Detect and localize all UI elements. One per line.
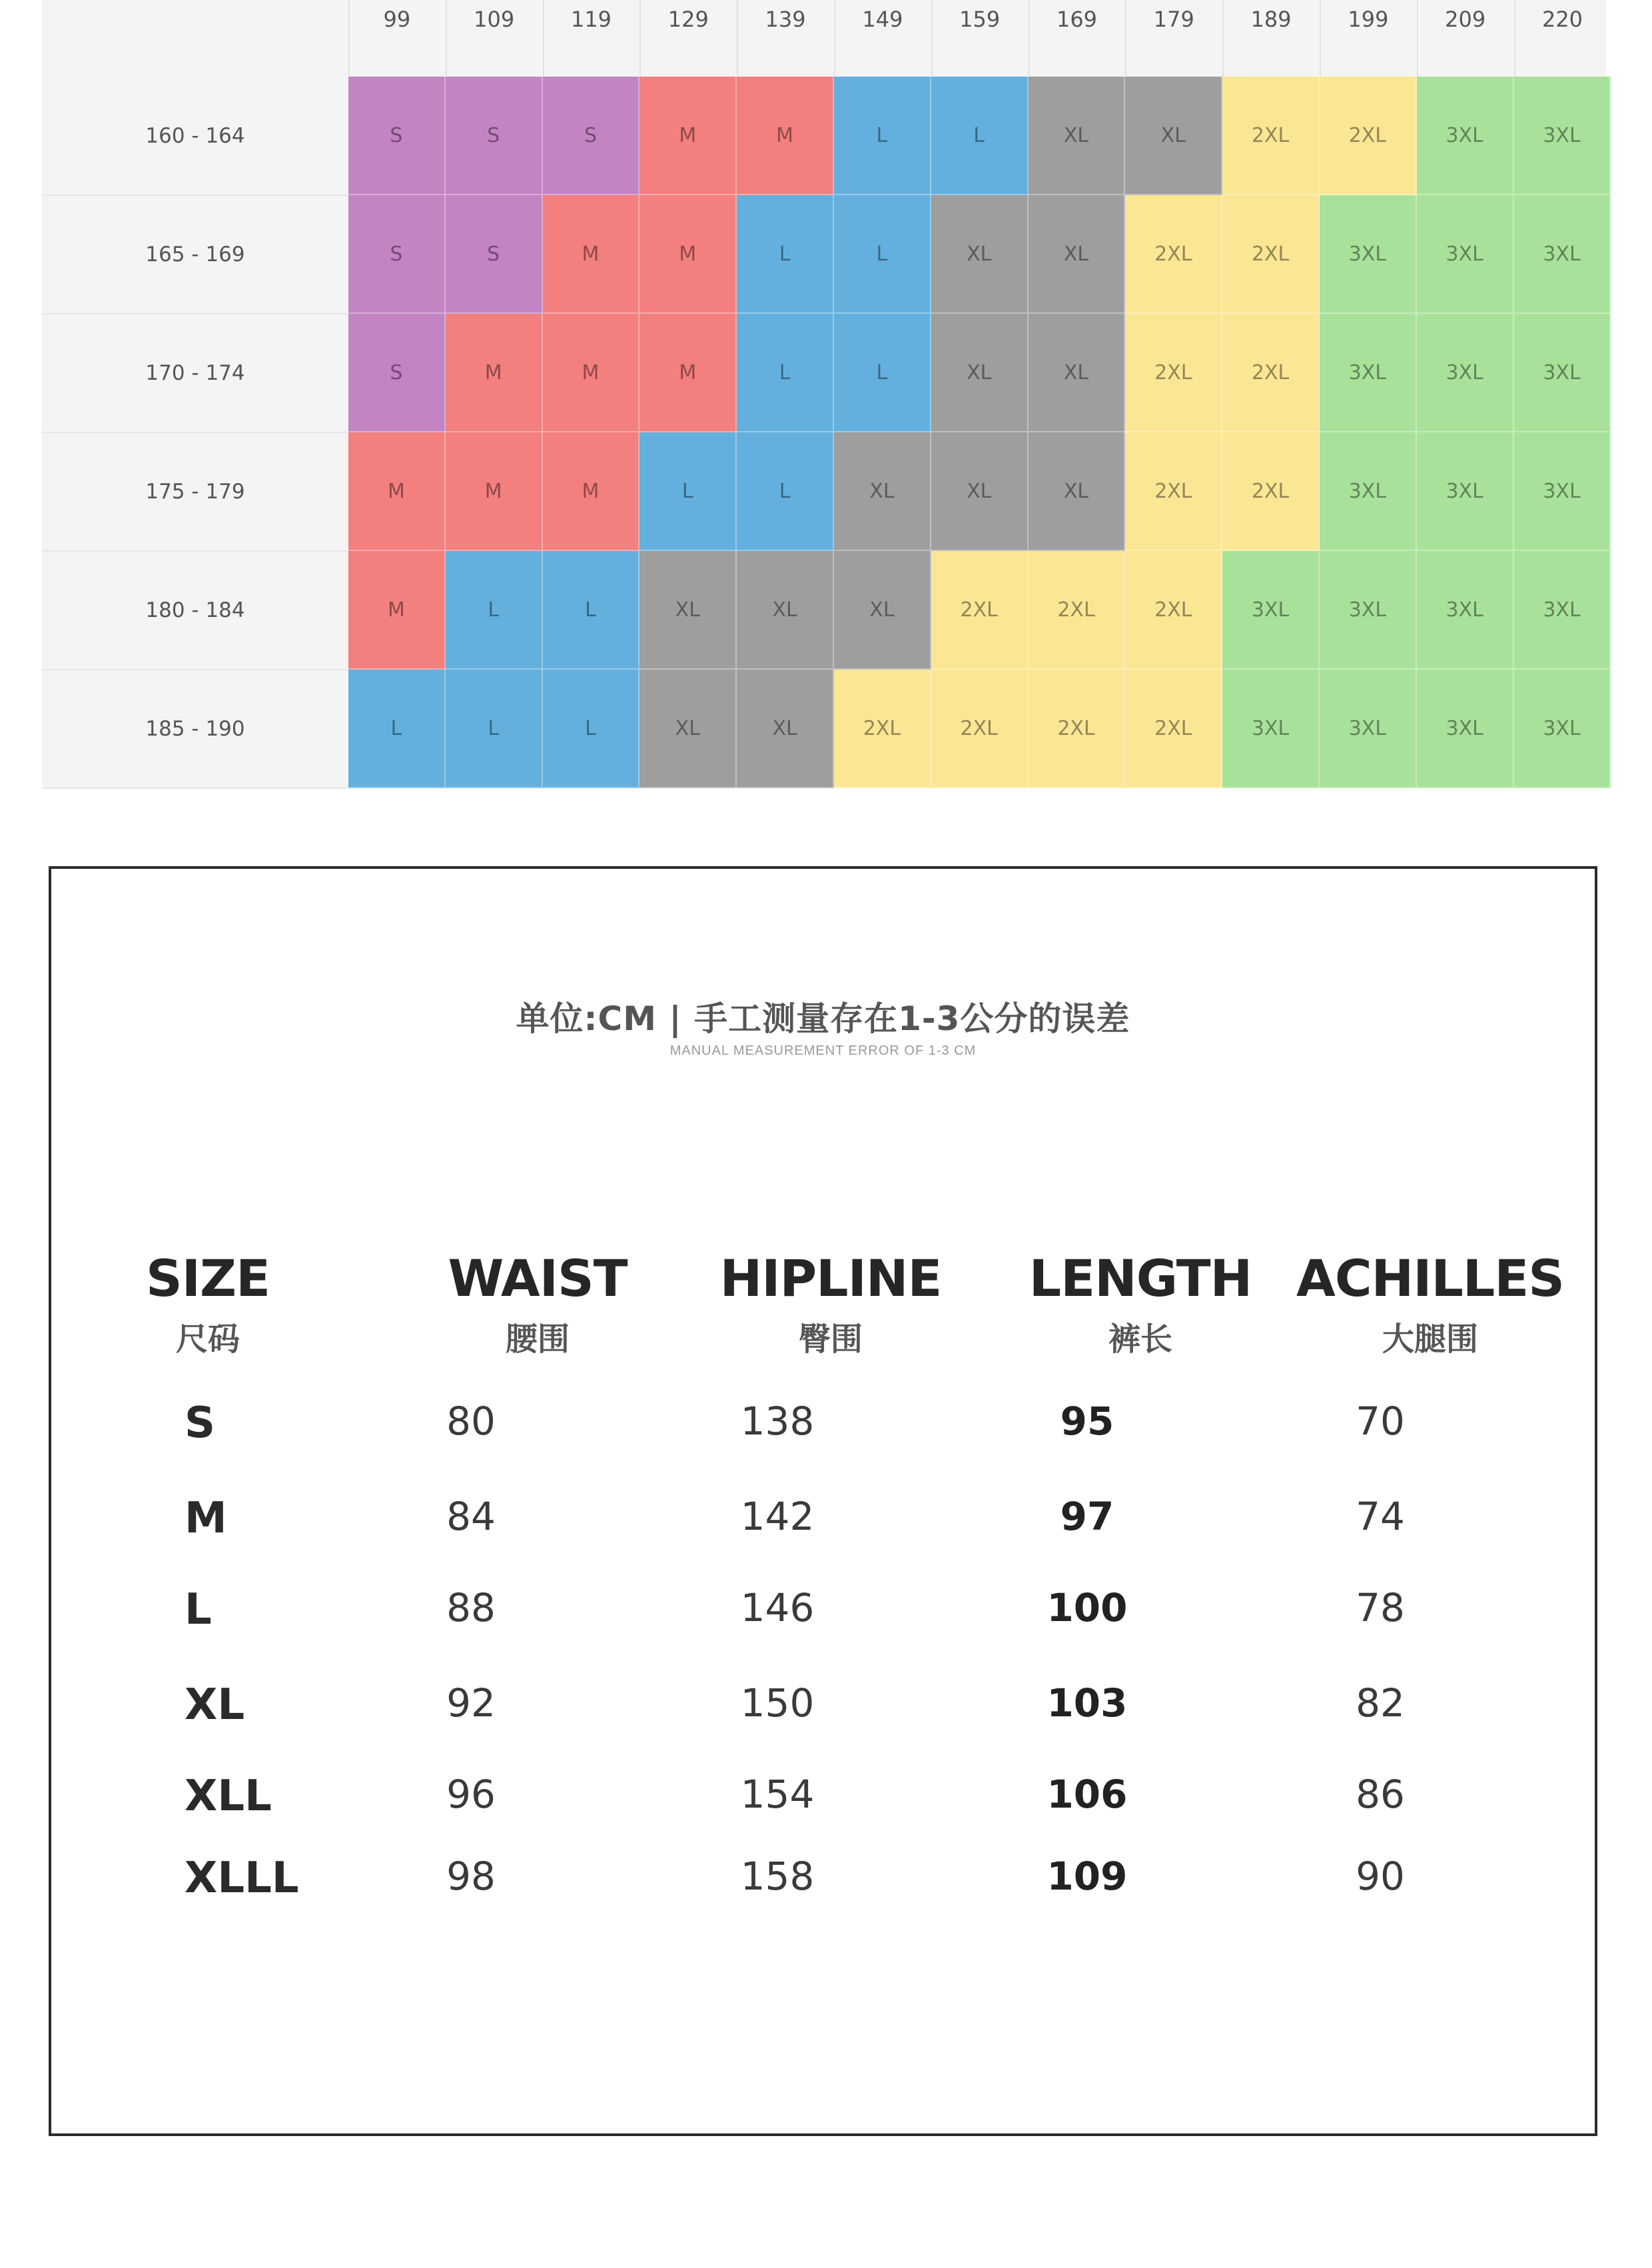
size-cell: S bbox=[446, 195, 543, 314]
header-divider bbox=[446, 0, 447, 77]
size-cell: 2XL bbox=[1125, 314, 1222, 432]
weight-label: 199 bbox=[1348, 7, 1389, 32]
size-cell: XL bbox=[737, 551, 834, 670]
size-cell: XL bbox=[1029, 77, 1126, 195]
size-cell: S bbox=[348, 77, 446, 195]
size-value: XL bbox=[185, 1680, 245, 1730]
height-label: 170 - 174 bbox=[145, 361, 245, 385]
header-divider bbox=[834, 0, 835, 77]
weight-label: 109 bbox=[474, 7, 515, 32]
unit-note: 单位:CM | 手工测量存在1-3公分的误差 bbox=[516, 999, 1130, 1038]
hipline-value: 154 bbox=[740, 1772, 815, 1817]
size-cell: S bbox=[348, 195, 446, 314]
weight-label: 169 bbox=[1056, 7, 1098, 32]
size-cell: 3XL bbox=[1417, 670, 1514, 788]
header-divider bbox=[737, 0, 738, 77]
header-waist: WAIST 腰围 bbox=[448, 1249, 627, 1358]
size-cell: XL bbox=[1029, 314, 1126, 432]
waist-value: 96 bbox=[446, 1772, 496, 1817]
size-cell: 3XL bbox=[1222, 670, 1320, 788]
size-cell: 2XL bbox=[1222, 195, 1320, 314]
weight-label: 159 bbox=[959, 7, 1001, 32]
header-divider bbox=[931, 0, 933, 77]
size-cell: 3XL bbox=[1514, 314, 1611, 432]
size-cell: XL bbox=[639, 551, 737, 670]
size-cell: XL bbox=[639, 670, 737, 788]
achilles-value: 86 bbox=[1356, 1772, 1405, 1817]
size-cell: 3XL bbox=[1417, 432, 1514, 551]
unit-note-english: MANUAL MEASUREMENT ERROR OF 1-3 CM bbox=[669, 1043, 977, 1058]
length-value: 95 bbox=[1060, 1399, 1114, 1444]
size-cell: XL bbox=[931, 432, 1029, 551]
size-cell: M bbox=[543, 314, 640, 432]
size-cell: L bbox=[737, 195, 834, 314]
size-cell: XL bbox=[834, 551, 931, 670]
header-divider bbox=[1514, 0, 1515, 77]
size-cell: 3XL bbox=[1514, 195, 1611, 314]
height-label: 175 - 179 bbox=[145, 480, 245, 504]
size-cell: L bbox=[446, 551, 543, 670]
size-cell: L bbox=[639, 432, 737, 551]
length-value: 100 bbox=[1046, 1585, 1128, 1630]
header-length: LENGTH 裤长 bbox=[1029, 1249, 1252, 1358]
header-achilles: ACHILLES 大腿围 bbox=[1296, 1249, 1564, 1358]
weight-label: 209 bbox=[1445, 7, 1486, 32]
size-cell: 3XL bbox=[1417, 314, 1514, 432]
hipline-value: 146 bbox=[740, 1585, 815, 1630]
length-value: 109 bbox=[1046, 1854, 1128, 1899]
header-divider bbox=[543, 0, 544, 77]
header-divider bbox=[1320, 0, 1321, 77]
hipline-value: 158 bbox=[740, 1854, 815, 1899]
size-cell: 3XL bbox=[1514, 551, 1611, 670]
size-grid bbox=[42, 0, 1606, 788]
achilles-value: 70 bbox=[1356, 1399, 1405, 1444]
size-cell: 2XL bbox=[1125, 432, 1222, 551]
size-cell: 2XL bbox=[834, 670, 931, 788]
hipline-value: 150 bbox=[740, 1680, 815, 1726]
weight-label: 179 bbox=[1153, 7, 1194, 32]
measurement-panel bbox=[49, 866, 1597, 2136]
size-cell: S bbox=[446, 77, 543, 195]
height-label: 180 - 184 bbox=[145, 598, 245, 622]
size-cell: 3XL bbox=[1514, 432, 1611, 551]
size-cell: 3XL bbox=[1320, 432, 1417, 551]
size-cell: L bbox=[834, 195, 931, 314]
size-cell: XL bbox=[1029, 432, 1126, 551]
size-cell: 3XL bbox=[1320, 551, 1417, 670]
size-cell: L bbox=[446, 670, 543, 788]
achilles-value: 74 bbox=[1356, 1494, 1405, 1539]
size-cell: 2XL bbox=[1320, 77, 1417, 195]
size-cell: L bbox=[834, 77, 931, 195]
size-cell: XL bbox=[931, 195, 1029, 314]
header-divider bbox=[1125, 0, 1126, 77]
size-cell: 3XL bbox=[1417, 551, 1514, 670]
waist-value: 80 bbox=[446, 1399, 496, 1444]
size-cell: 3XL bbox=[1417, 77, 1514, 195]
size-cell: S bbox=[348, 314, 446, 432]
waist-value: 84 bbox=[446, 1494, 496, 1539]
size-cell: L bbox=[737, 314, 834, 432]
size-cell: M bbox=[543, 432, 640, 551]
weight-label: 129 bbox=[667, 7, 709, 32]
size-value: XLLL bbox=[185, 1854, 299, 1903]
size-cell: 2XL bbox=[1222, 314, 1320, 432]
header-size: SIZE 尺码 bbox=[145, 1249, 270, 1358]
size-cell: L bbox=[737, 432, 834, 551]
height-label: 185 - 190 bbox=[145, 717, 245, 741]
size-cell: M bbox=[348, 432, 446, 551]
size-cell: 3XL bbox=[1222, 551, 1320, 670]
size-cell: 2XL bbox=[1222, 77, 1320, 195]
weight-header-row bbox=[42, 0, 1606, 77]
size-value: XLL bbox=[185, 1772, 272, 1821]
header-hipline: HIPLINE 臀围 bbox=[719, 1249, 942, 1358]
weight-label: 139 bbox=[765, 7, 806, 32]
size-cell: XL bbox=[1029, 195, 1126, 314]
size-cell: L bbox=[348, 670, 446, 788]
size-value: S bbox=[185, 1399, 216, 1448]
size-cell: 2XL bbox=[1222, 432, 1320, 551]
height-label: 165 - 169 bbox=[145, 243, 245, 267]
hipline-value: 138 bbox=[740, 1399, 815, 1444]
size-cell: 2XL bbox=[1029, 551, 1126, 670]
size-cell: M bbox=[639, 77, 737, 195]
weight-label: 119 bbox=[570, 7, 612, 32]
hipline-value: 142 bbox=[740, 1494, 815, 1539]
size-cell: M bbox=[446, 432, 543, 551]
size-cell: S bbox=[543, 77, 640, 195]
header-divider bbox=[639, 0, 641, 77]
length-value: 97 bbox=[1060, 1494, 1114, 1539]
achilles-value: 78 bbox=[1356, 1585, 1405, 1630]
weight-label: 149 bbox=[862, 7, 903, 32]
size-cell: 3XL bbox=[1514, 77, 1611, 195]
size-cell: 2XL bbox=[931, 551, 1029, 670]
header-divider bbox=[1417, 0, 1418, 77]
waist-value: 98 bbox=[446, 1854, 496, 1899]
size-cell: 3XL bbox=[1417, 195, 1514, 314]
size-cell: L bbox=[543, 551, 640, 670]
header-divider bbox=[1222, 0, 1224, 77]
header-divider bbox=[348, 0, 350, 77]
size-cell: 2XL bbox=[1125, 670, 1222, 788]
size-cell: L bbox=[931, 77, 1029, 195]
length-value: 106 bbox=[1046, 1772, 1128, 1817]
weight-label: 99 bbox=[383, 7, 411, 32]
size-cell: M bbox=[543, 195, 640, 314]
size-cell: 3XL bbox=[1320, 314, 1417, 432]
size-cell: 2XL bbox=[1125, 195, 1222, 314]
weight-label: 220 bbox=[1541, 7, 1583, 32]
size-cell: M bbox=[348, 551, 446, 670]
size-value: L bbox=[185, 1585, 212, 1634]
size-cell: M bbox=[737, 77, 834, 195]
achilles-value: 82 bbox=[1356, 1680, 1405, 1726]
size-cell: 2XL bbox=[1125, 551, 1222, 670]
size-cell: XL bbox=[931, 314, 1029, 432]
waist-value: 92 bbox=[446, 1680, 496, 1726]
size-cell: XL bbox=[834, 432, 931, 551]
size-cell: M bbox=[446, 314, 543, 432]
size-cell: XL bbox=[1125, 77, 1222, 195]
size-cell: 2XL bbox=[931, 670, 1029, 788]
header-divider bbox=[1029, 0, 1030, 77]
weight-label: 189 bbox=[1250, 7, 1292, 32]
size-cell: 2XL bbox=[1029, 670, 1126, 788]
length-value: 103 bbox=[1046, 1680, 1128, 1726]
size-cell: 3XL bbox=[1320, 195, 1417, 314]
achilles-value: 90 bbox=[1356, 1854, 1405, 1899]
row-divider bbox=[42, 788, 348, 789]
size-cell: 3XL bbox=[1514, 670, 1611, 788]
waist-value: 88 bbox=[446, 1585, 496, 1630]
size-value: M bbox=[185, 1494, 227, 1543]
size-cell: L bbox=[834, 314, 931, 432]
size-cell: M bbox=[639, 314, 737, 432]
size-cell: M bbox=[639, 195, 737, 314]
size-cell: 3XL bbox=[1320, 670, 1417, 788]
height-label: 160 - 164 bbox=[145, 124, 245, 148]
size-cell: XL bbox=[737, 670, 834, 788]
size-cell: L bbox=[543, 670, 640, 788]
